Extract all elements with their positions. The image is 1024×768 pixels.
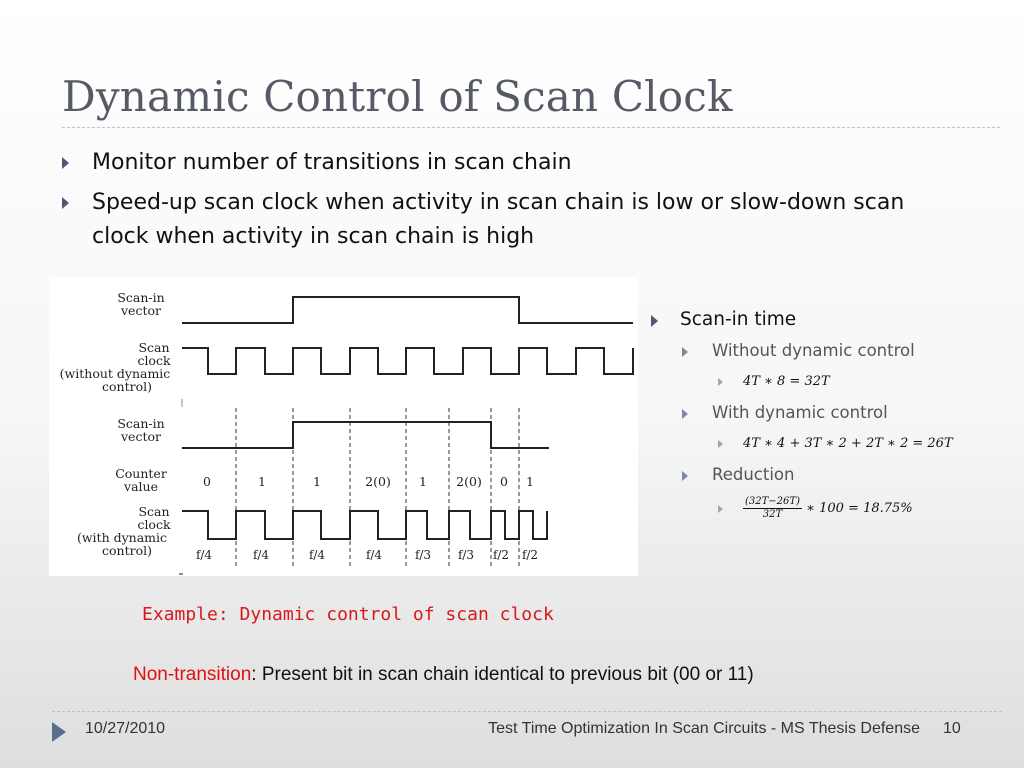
svg-text:Scan: Scan [138, 504, 170, 519]
sub-bullet-arrow-icon [682, 347, 688, 357]
svg-text:vector: vector [121, 429, 161, 444]
counter-value: 1 [526, 474, 534, 489]
svg-text:Scan-in: Scan-in [117, 416, 165, 431]
svg-text:Scan: Scan [138, 340, 170, 355]
sub-bullet-arrow-icon [682, 471, 688, 481]
sub-sub-bullet-arrow-icon [718, 378, 723, 386]
clock-freq: f/2 [521, 548, 539, 562]
svg-text:value: value [124, 479, 158, 494]
reduction-fraction [743, 496, 802, 521]
without-dynamic-control-item [650, 336, 1020, 366]
svg-text:Counter: Counter [115, 466, 167, 481]
label-scan-in-vector-bottom [117, 416, 164, 444]
scan-in-time-panel [650, 306, 1020, 528]
slide-number: 10 [943, 720, 961, 737]
reduction-equation [650, 490, 1020, 528]
sub-sub-bullet-arrow-icon [718, 440, 723, 448]
counter-value: 1 [313, 474, 321, 489]
label-scan-clock-top [60, 340, 171, 394]
label-scan-in-vector-top [117, 290, 164, 318]
svg-text:(with dynamic: (with dynamic [76, 530, 168, 545]
footer-arrow-icon [52, 722, 66, 742]
label-scan-in-line1: Scan-in [117, 290, 165, 305]
clock-freq: f/3 [457, 548, 475, 562]
clock-freq: f/4 [308, 548, 326, 562]
scan-in-vector-waveform-top [182, 297, 633, 323]
label-vector-line2: vector [121, 303, 161, 318]
sub-sub-bullet-arrow-icon [718, 505, 723, 513]
scan-clock-waveform-top [182, 348, 633, 374]
clock-freq: f/4 [252, 548, 270, 562]
svg-text:control): control) [102, 543, 152, 558]
svg-text:control): control) [102, 379, 152, 394]
fraction-numerator: (32T−26T) [745, 496, 800, 507]
scan-clock-waveform-bottom [182, 511, 547, 539]
timing-diagram [49, 277, 638, 576]
bullet-arrow-icon [651, 315, 658, 327]
fraction-denominator: 32T [762, 509, 783, 520]
bullet-text: Monitor number of transitions in scan chain [92, 150, 572, 175]
svg-text:clock: clock [137, 353, 171, 368]
figure-caption: Example: Dynamic control of scan clock [142, 604, 554, 625]
without-dynamic-control-equation [650, 366, 1020, 398]
bullet-item [62, 186, 942, 254]
bullet-arrow-icon [62, 197, 69, 209]
counter-value-row [203, 474, 534, 489]
sub-bullet-arrow-icon [682, 409, 688, 419]
counter-value: 2(0) [456, 474, 482, 489]
bullet-arrow-icon [62, 157, 69, 169]
clock-frequency-row [196, 548, 538, 562]
item-text: Without dynamic control [712, 341, 915, 360]
clock-freq: f/3 [414, 548, 432, 562]
clock-freq: f/2 [492, 548, 510, 562]
heading-text: Scan-in time [680, 309, 797, 330]
svg-text:(without dynamic: (without dynamic [59, 366, 171, 381]
counter-value: 0 [203, 474, 211, 489]
reduction-item [650, 460, 1020, 490]
equation-text: 4T ∗ 8 = 32T [743, 374, 830, 389]
bullet-text: Speed-up scan clock when activity in scan chain is low or slow-down scan clock when activity in scan chain is high [92, 190, 905, 249]
label-scan-clock-bottom [77, 504, 171, 558]
with-dynamic-control-item [650, 398, 1020, 428]
title-divider [62, 127, 1000, 128]
scan-in-vector-waveform-bottom [182, 422, 549, 448]
slide-title: Dynamic Control of Scan Clock [62, 72, 733, 121]
clock-freq: f/4 [365, 548, 383, 562]
footer-date: 10/27/2010 [85, 720, 166, 737]
equation-text: ∗ 100 = 18.75% [806, 501, 913, 516]
clock-freq: f/4 [195, 548, 213, 562]
svg-text:clock: clock [137, 517, 171, 532]
definition-note [133, 664, 754, 686]
note-term: Non-transition [133, 664, 252, 685]
counter-value: 0 [500, 474, 508, 489]
footer-title: Test Time Optimization In Scan Circuits - MS Thesis Defense [488, 720, 920, 737]
with-dynamic-control-equation [650, 428, 1020, 460]
footer-divider [52, 711, 1002, 712]
item-text: Reduction [712, 465, 795, 484]
bullet-item [62, 146, 942, 180]
counter-value: 1 [258, 474, 266, 489]
scan-in-time-heading [650, 306, 1020, 336]
label-counter-value [115, 466, 167, 494]
equation-text: 4T ∗ 4 + 3T ∗ 2 + 2T ∗ 2 = 26T [743, 436, 953, 451]
counter-value: 1 [419, 474, 427, 489]
item-text: With dynamic control [712, 403, 888, 422]
bullet-list [62, 146, 942, 260]
counter-value: 2(0) [365, 474, 391, 489]
note-text: : Present bit in scan chain identical to previous bit (00 or 11) [251, 664, 754, 685]
